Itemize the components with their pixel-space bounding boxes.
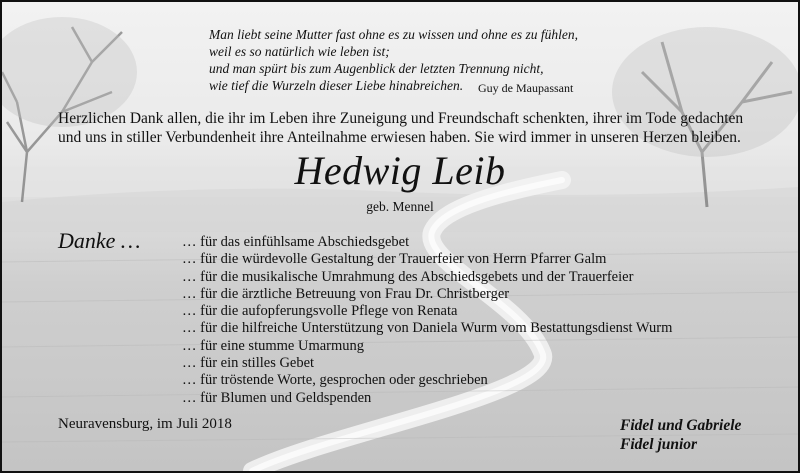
danke-heading: Danke …	[58, 228, 141, 253]
place-date: Neuravensburg, im Juli 2018	[58, 416, 232, 432]
quote-line: und man spürt bis zum Augenblick der letzten Trennung nicht,	[209, 61, 544, 76]
list-item: … für tröstende Worte, gesprochen oder geschrieben	[182, 372, 488, 389]
list-item: … für die ärztliche Betreuung von Frau Dr. Christberger	[182, 285, 510, 302]
quote-author: Guy de Maupassant	[478, 81, 574, 95]
list-item: … für die aufopferungsvolle Pflege von Renata	[182, 303, 458, 320]
list-item: … für ein stilles Gebet	[182, 355, 315, 372]
quote-line: wie tief die Wurzeln dieser Liebe hinabreichen.	[209, 78, 464, 93]
deceased-name: Hedwig Leib	[294, 148, 506, 193]
thanks-list	[182, 234, 672, 407]
signer-line: Fidel und Gabriele	[620, 417, 742, 434]
list-item: … für die hilfreiche Unterstützung von Daniela Wurm vom Bestattungsdienst Wurm	[182, 320, 673, 337]
maiden-name: geb. Mennel	[366, 199, 434, 214]
quote-line: weil es so natürlich wie leben ist;	[209, 44, 390, 59]
list-item: … für die musikalische Umrahmung des Abschiedsgebets und der Trauerfeier	[182, 268, 634, 285]
list-item: … für die würdevolle Gestaltung der Trauerfeier von Herrn Pfarrer Galm	[182, 251, 607, 268]
list-item: … für das einfühlsame Abschiedsgebet	[182, 234, 410, 250]
list-item: … für Blumen und Geldspenden	[182, 389, 372, 406]
quote-line: Man liebt seine Mutter fast ohne es zu wissen und ohne es zu fühlen,	[209, 27, 578, 42]
thanks-paragraph	[58, 109, 758, 147]
signers	[620, 416, 741, 454]
signer-line: Fidel junior	[620, 436, 698, 453]
thanks-line: Herzlichen Dank allen, die ihr im Leben ihre Zuneigung und Freundschaft schenkten, ihrer im Tode gedachten	[58, 110, 744, 127]
list-item: … für eine stumme Umarmung	[182, 337, 365, 354]
thanks-line: und uns in stiller Verbundenheit ihre Anteilnahme erwiesen haben. Sie wird immer in unseren Herzen bleiben.	[58, 129, 741, 146]
